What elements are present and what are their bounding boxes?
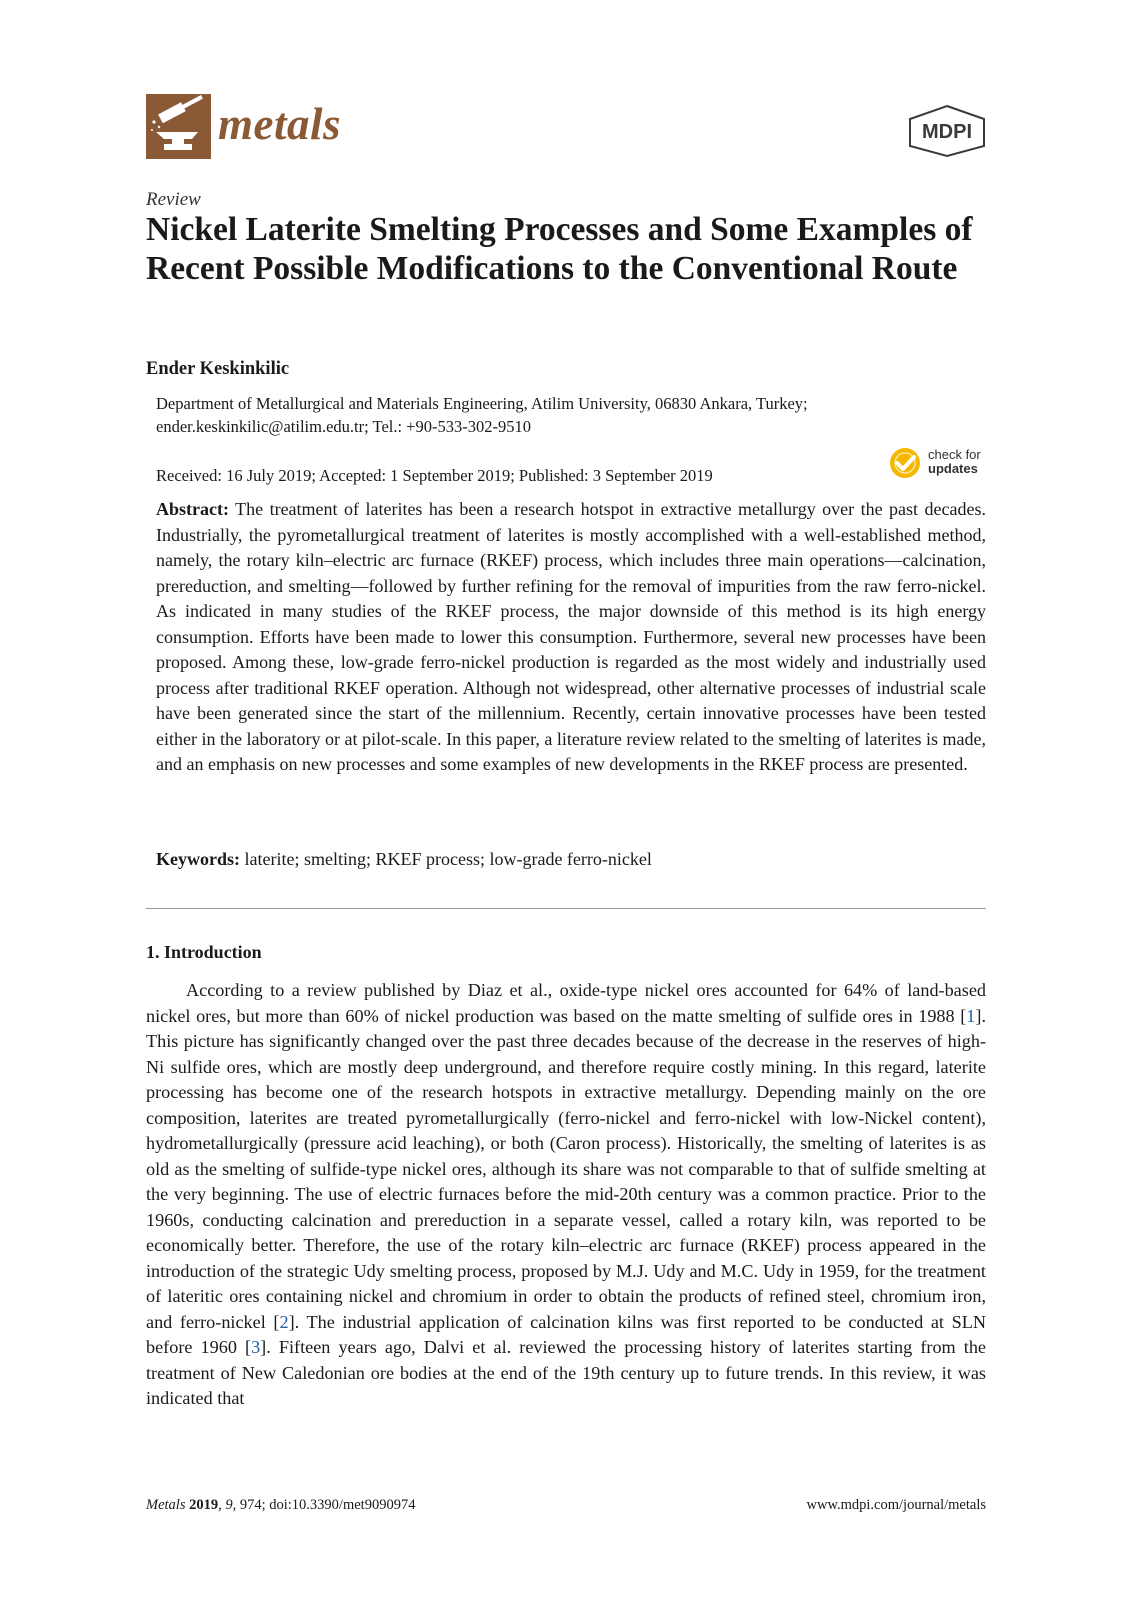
footer-year: 2019 xyxy=(189,1497,219,1513)
section-heading: 1. Introduction xyxy=(146,942,262,962)
updates-label-bottom: updates xyxy=(928,461,978,476)
author-affiliation xyxy=(156,392,986,438)
abstract-label: Abstract: xyxy=(156,499,229,519)
keywords xyxy=(156,847,986,872)
keywords-text: laterite; smelting; RKEF process; low-grade ferro-nickel xyxy=(244,849,652,869)
citation-link-1[interactable]: 1 xyxy=(966,1005,976,1026)
citation-link-2[interactable]: 2 xyxy=(279,1311,289,1332)
mdpi-logo xyxy=(906,104,988,158)
updates-label-top: check for xyxy=(928,447,981,462)
body-paragraph xyxy=(146,978,986,1412)
footer-journal-url[interactable]: www.mdpi.com/journal/metals xyxy=(806,1497,986,1513)
affiliation-line: Department of Metallurgical and Materials Engineering, Atilim University, 06830 Ankara, Turkey; xyxy=(156,394,808,413)
check-circle-icon xyxy=(888,446,922,480)
citation-link-3[interactable]: 3 xyxy=(251,1337,261,1357)
paragraph-text: ]. Fifteen years ago, Dalvi et al. reviewed the processing history of laterites starting from the treatment of New Caledonian ore bodies at the end of the 19th century up to future trends. In this review, it was indicated that xyxy=(146,1337,986,1408)
contact-line: ender.keskinkilic@atilim.edu.tr; Tel.: +90-533-302-9510 xyxy=(156,417,531,436)
journal-name: metals xyxy=(218,99,341,149)
publication-dates: Received: 16 July 2019; Accepted: 1 September 2019; Published: 3 September 2019 xyxy=(156,466,713,485)
paragraph-text: According to a review published by Diaz et al., oxide-type nickel ores accounted for 64% of land-based nickel ores, but more than 60% of nickel production was based on the matte smelting of sulfide ores in 1988 [ xyxy=(146,980,986,1026)
paragraph-text: ]. The industrial application of calcination kilns was first reported to be conducted at SLN before 1960 [ xyxy=(146,1311,986,1357)
footer-citation: Metals 2019, 9, 974; doi:10.3390/met9090974 xyxy=(146,1497,416,1513)
check-for-updates-badge[interactable] xyxy=(888,446,988,484)
abstract xyxy=(156,497,986,778)
article-type: Review xyxy=(146,189,201,210)
paragraph-text: ]. This picture has significantly changed over the past three decades because of the decrease in the reserves of high-Ni sulfide ores, which are mostly deep underground, and therefore require costly mining. In this regard, laterite processing has become one of the research hotspots in extractive metallurgy. Depending mainly on the ore composition, laterites are treated pyrometallurgically (ferro-nickel and ferro-nickel with low-Nickel content), hydrometallurgically (pressure acid leaching), or both (Caron process). Historically, the smelting of laterites is as old as the smelting of sulfide-type nickel ores, although its share was not comparable to that of sulfide smelting at the very beginning. The use of electric furnaces before the mid-20th century was a common practice. Prior to the 1960s, conducting calcination and prereduction in a separate vessel, called a rotary kiln, was reported to be economically better. Therefore, the use of the rotary kiln–electric arc furnace (RKEF) process appeared in the introduction of the strategic Udy smelting process, proposed by M.J. Udy and M.C. Udy in 1959, for the treatment of lateritic ores containing nickel and chromium in order to obtain the products of refined steel, chromium iron, and ferro-nickel [ xyxy=(146,1005,986,1332)
article-title: Nickel Laterite Smelting Processes and Some Examples of Recent Possible Modifications to the Conventional Route xyxy=(146,211,973,287)
section-divider xyxy=(146,908,986,909)
keywords-label: Keywords: xyxy=(156,849,240,869)
author-name: Ender Keskinkilic xyxy=(146,359,290,379)
footer-journal: Metals xyxy=(146,1497,186,1513)
footer-doi: , 974; doi:10.3390/met9090974 xyxy=(232,1497,416,1513)
publisher-logo-text: MDPI xyxy=(922,121,972,143)
footer-volume: 9 xyxy=(225,1497,233,1513)
anvil-hammer-icon xyxy=(146,94,211,159)
abstract-text: The treatment of laterites has been a research hotspot in extractive metallurgy over the past decades. Industrially, the pyrometallurgical treatment of laterites is mostly accomplished with a well-established method, namely, the rotary kiln–electric arc furnace (RKEF) process, which includes three main operations—calcination, prereduction, and smelting—followed by further refining for the removal of impurities from the raw ferro-nickel. As indicated in many studies of the RKEF process, the major downside of this method is its high energy consumption. Efforts have been made to lower this consumption. Furthermore, several new processes have been proposed. Among these, low-grade ferro-nickel production is regarded as the most widely and industrially used process after traditional RKEF operation. Although not widespread, other alternative processes of industrial scale have been generated since the start of the millennium. Recently, certain innovative processes have been tested either in the laboratory or at pilot-scale. In this paper, a literature review related to the smelting of laterites is made, and an emphasis on new processes and some examples of new developments in the RKEF process are presented. xyxy=(156,499,986,774)
